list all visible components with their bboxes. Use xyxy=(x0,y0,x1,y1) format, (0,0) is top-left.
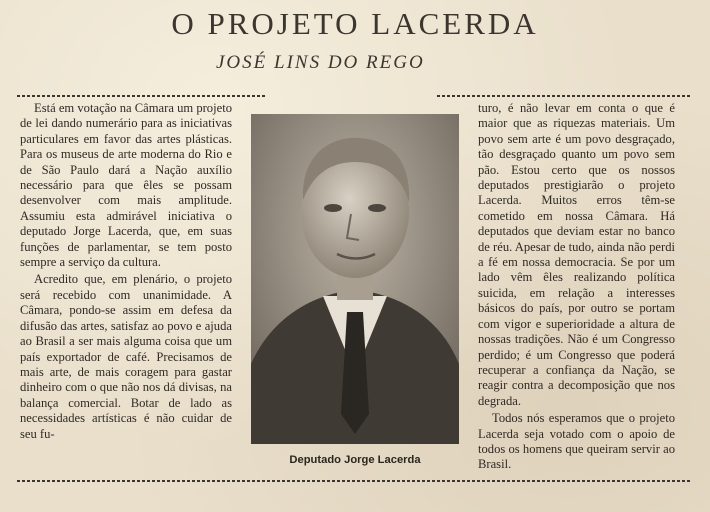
rule-top-right xyxy=(437,95,690,97)
paragraph: turo, é não levar em conta o que é maior que as riquezas materiais. Um povo sem arte é um povo desgraçado, tão desgraçado quanto um povo sem pão. Estou certo que os nossos deputados prestigiarão o projeto Lacerda. Muitos erros têm-se cometido em nossa Câmara. Há deputados que deviam estar no banco de réu. Apesar de tudo, ainda não perdi a fé em nossa democracia. Se por um lado vêm êles realizando política suicida, em relação a interesses básicos do país, por outro se portam com vigor e superioridade a altura de nossas tradições. Não é um Congresso perdido; é um Congresso que poderá recuperar a confiança da Nação, se reagir contra a decomposição que nos degrada. xyxy=(478,101,675,408)
portrait-photo xyxy=(251,114,459,444)
article-author: JOSÉ LINS DO REGO xyxy=(216,52,425,73)
article-title: O PROJETO LACERDA xyxy=(171,6,539,41)
paragraph: Está em votação na Câmara um projeto de lei dando numerário para as iniciativas particulares em favor das artes plásticas. Para os museus de arte moderna do Rio e de São Paulo dará a Nação auxílio necessário para que êles se possam desenvolver com mais amplitude. Assumiu esta admirável iniciativa o deputado Jorge Lacerda, que, em suas funções de parlamentar, se tem posto sempre a serviço da cultura. xyxy=(20,101,232,270)
rule-top-left xyxy=(17,95,266,97)
photo-caption: Deputado Jorge Lacerda xyxy=(289,454,421,466)
rule-bottom xyxy=(17,480,691,482)
portrait-figure xyxy=(251,114,459,444)
paragraph: Acredito que, em plenário, o projeto será recebido com unanimidade. A Câmara, pondo-se assim em defesa da difusão das artes, satisfaz ao povo e ajuda ao Brasil a ser mais alguma coisa que um país exportador de café. Precisamos de mais arte, de mais coragem para gastar dinheiro com o que não nos dá divisas, na balança comercial. Botar de lado as necessidades artísticas é não cuidar de seu fu- xyxy=(20,272,232,441)
column-left xyxy=(20,101,232,442)
column-right xyxy=(478,101,675,473)
paragraph: Todos nós esperamos que o projeto Lacerda seja votado com o apoio de todos os homens que queiram servir ao Brasil. xyxy=(478,411,675,472)
